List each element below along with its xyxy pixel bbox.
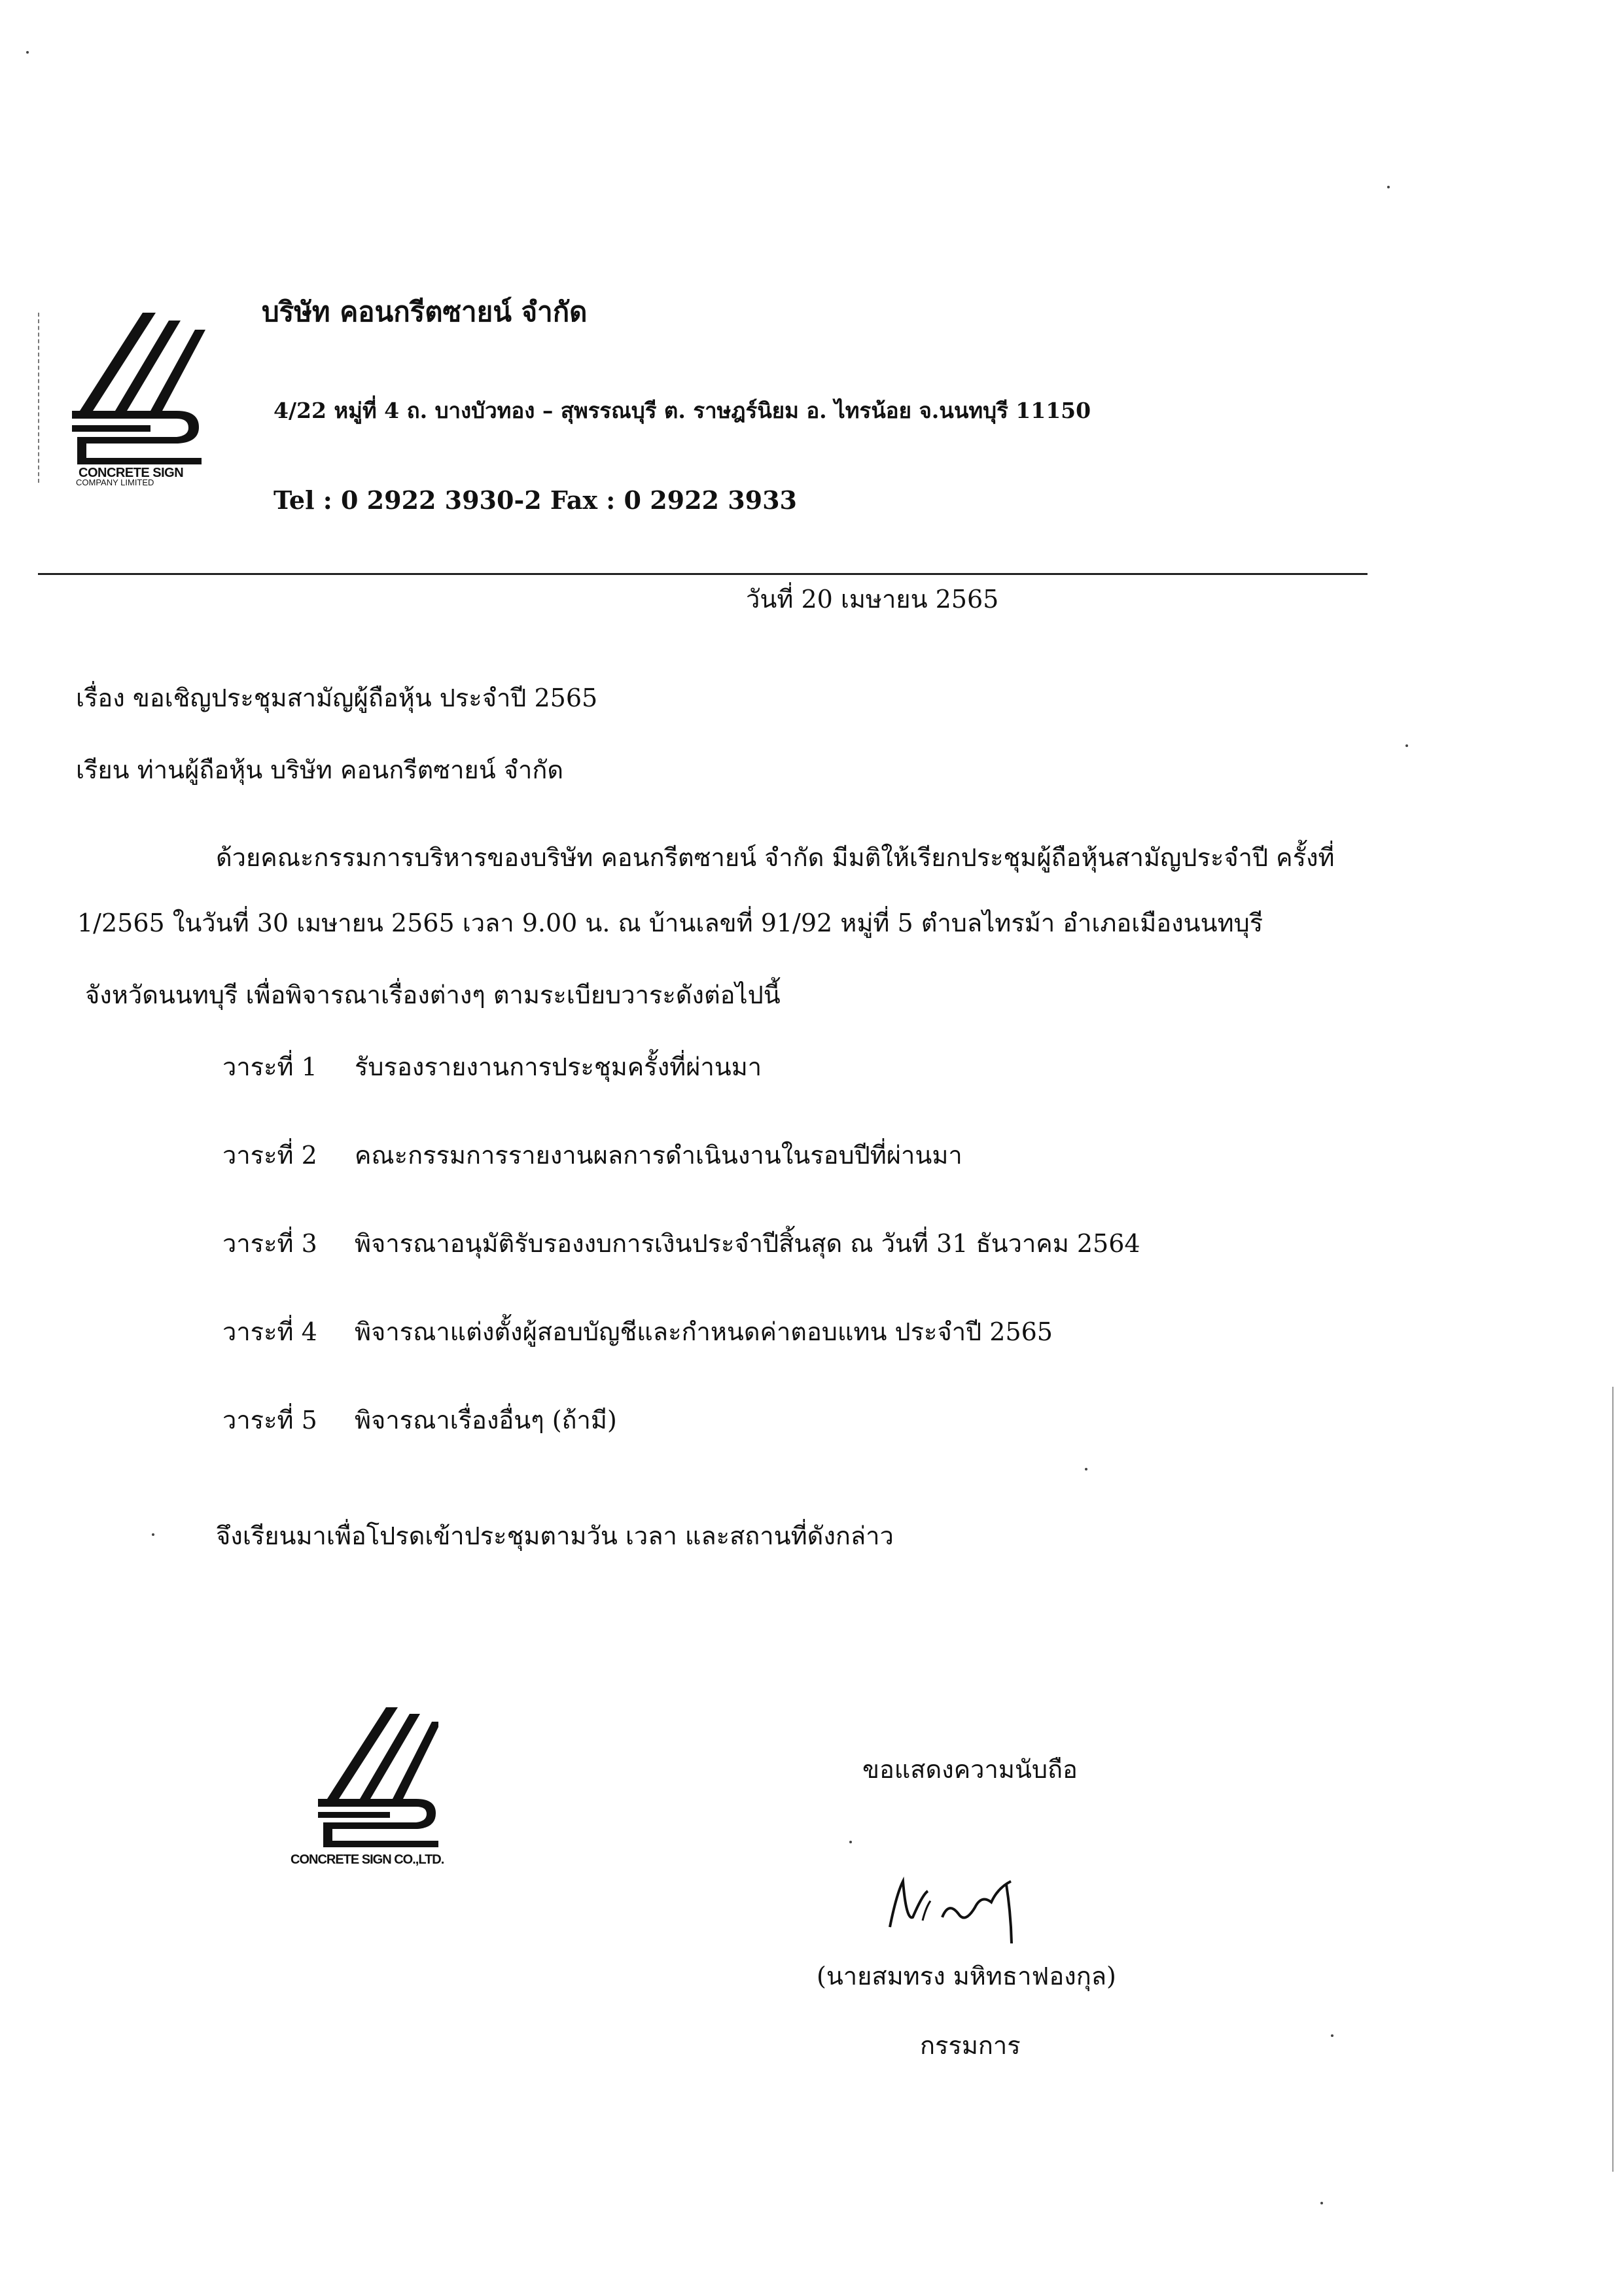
agenda-label: วาระที่ 5 bbox=[222, 1406, 317, 1435]
agenda-text: พิจารณาเรื่องอื่นๆ (ถ้ามี) bbox=[355, 1406, 617, 1435]
scan-speck bbox=[1085, 1468, 1087, 1470]
agenda-label: วาระที่ 1 bbox=[222, 1052, 317, 1081]
body-line-2: 1/2565 ในวันที่ 30 เมษายน 2565 เวลา 9.00 น. ณ บ้านเลขที่ 91/92 หมู่ที่ 5 ตำบลไทรม้า อำเภอเมืองนนทบุรี bbox=[77, 909, 1263, 937]
company-logo-graphic bbox=[39, 313, 211, 484]
agenda-text: รับรองรายงานการประชุมครั้งที่ผ่านมา bbox=[355, 1052, 762, 1081]
closing-line: จึงเรียนมาเพื่อโปรดเข้าประชุมตามวัน เวลา และสถานที่ดังกล่าว bbox=[216, 1522, 894, 1550]
company-address: 4/22 หมู่ที่ 4 ถ. บางบัวทอง – สุพรรณบุรี ต. ราษฎร์นิยม อ. ไทรน้อย จ.นนทบุรี 11150 bbox=[274, 398, 1091, 423]
logo-subtext: COMPANY LIMITED bbox=[76, 478, 154, 487]
scan-speck bbox=[152, 1533, 154, 1536]
agenda-text: คณะกรรมการรายงานผลการดำเนินงานในรอบปีที่ผ่านมา bbox=[355, 1141, 962, 1170]
agenda-label: วาระที่ 4 bbox=[222, 1317, 317, 1346]
letter-recipient: เรียน ท่านผู้ถือหุ้น บริษัท คอนกรีตซายน์ จำกัด bbox=[76, 756, 564, 784]
scan-speck bbox=[849, 1841, 852, 1843]
company-name: บริษัท คอนกรีตซายน์ จำกัด bbox=[262, 296, 588, 328]
letter-date: วันที่ 20 เมษายน 2565 bbox=[746, 585, 999, 614]
agenda-label: วาระที่ 2 bbox=[222, 1141, 317, 1170]
scan-speck bbox=[1387, 186, 1390, 188]
agenda-text: พิจารณาแต่งตั้งผู้สอบบัญชีและกำหนดค่าตอบแทน ประจำปี 2565 bbox=[355, 1317, 1053, 1346]
company-stamp bbox=[288, 1707, 444, 1867]
scan-speck bbox=[1405, 744, 1408, 747]
regards-line: ขอแสดงความนับถือ bbox=[862, 1755, 1078, 1784]
body-line-1: ด้วยคณะกรรมการบริหารของบริษัท คอนกรีตซายน์ จำกัด มีมติให้เรียกประชุมผู้ถือหุ้นสามัญประจำปี ครั้งที่ bbox=[216, 843, 1335, 872]
body-line-3: จังหวัดนนทบุรี เพื่อพิจารณาเรื่องต่างๆ ตามระเบียบวาระดังต่อไปนี้ bbox=[85, 981, 781, 1009]
agenda-label: วาระที่ 3 bbox=[222, 1229, 317, 1258]
scan-speck bbox=[1320, 2202, 1323, 2204]
signature bbox=[877, 1855, 1040, 1956]
logo-text: CONCRETE SIGN bbox=[79, 466, 184, 480]
scan-speck bbox=[1331, 2034, 1333, 2037]
agenda-text: พิจารณาอนุมัติรับรองงบการเงินประจำปีสิ้นสุด ณ วันที่ 31 ธันวาคม 2564 bbox=[355, 1229, 1140, 1258]
stamp-text: CONCRETE SIGN CO.,LTD. bbox=[291, 1852, 444, 1867]
company-logo bbox=[38, 313, 211, 487]
header-divider bbox=[38, 573, 1368, 575]
signer-name: (นายสมทรง มหิทธาฟองกุล) bbox=[817, 1962, 1116, 1991]
signer-position: กรรมการ bbox=[920, 2031, 1021, 2060]
company-contact: Tel : 0 2922 3930-2 Fax : 0 2922 3933 bbox=[274, 485, 797, 515]
scan-speck bbox=[26, 51, 29, 54]
company-stamp-graphic bbox=[288, 1707, 438, 1864]
letter-subject: เรื่อง ขอเชิญประชุมสามัญผู้ถือหุ้น ประจำปี 2565 bbox=[76, 684, 598, 712]
scan-edge-line bbox=[1612, 1387, 1614, 2172]
